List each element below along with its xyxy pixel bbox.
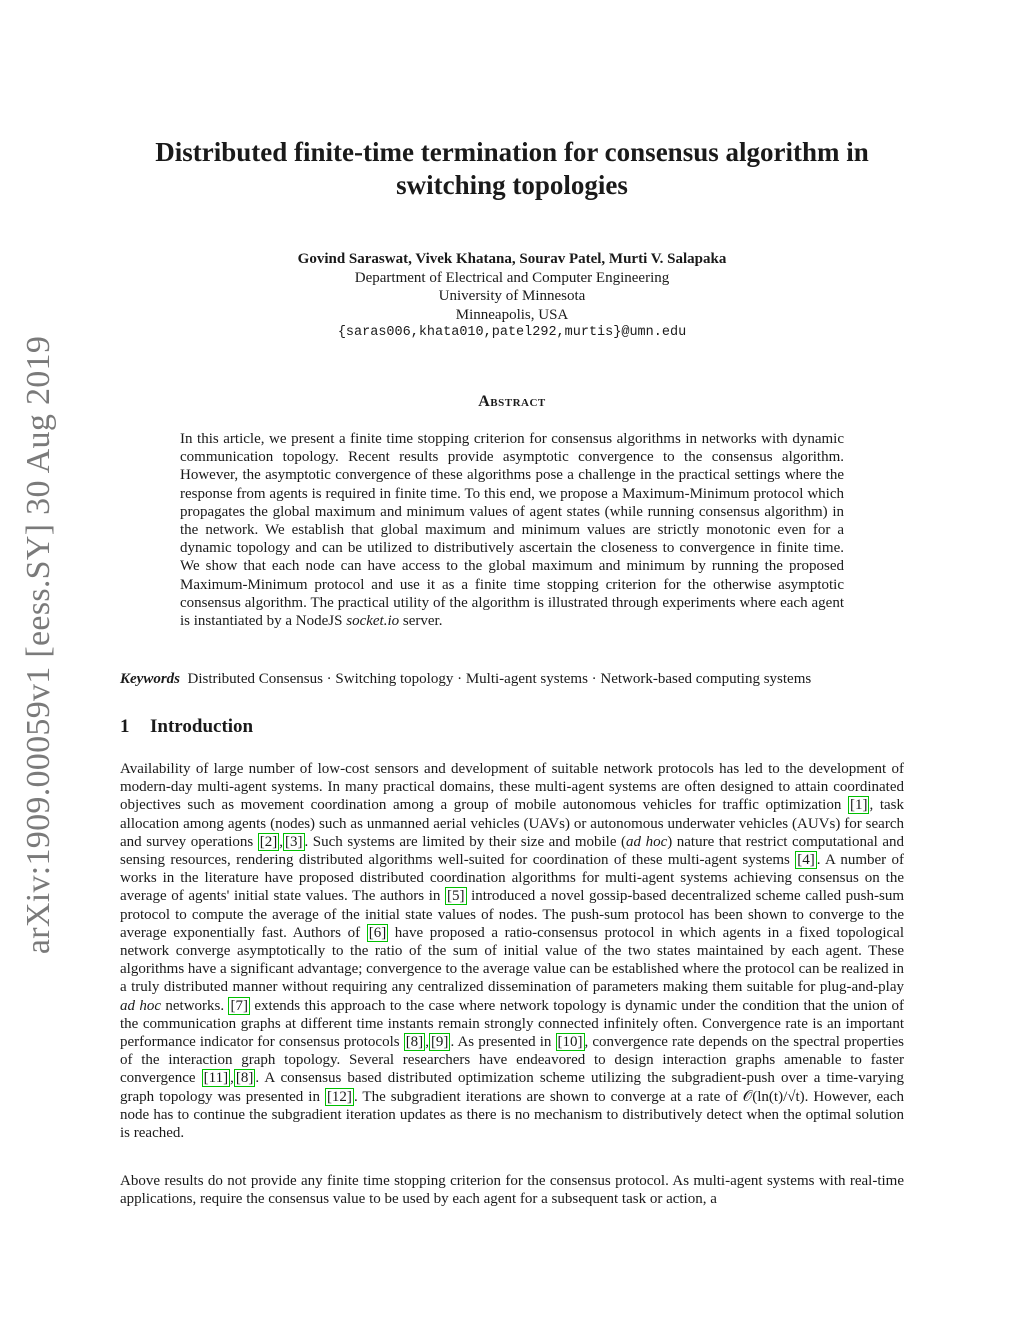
text-run: networks. — [161, 997, 229, 1014]
intro-paragraph-2: Above results do not provide any finite time stopping criterion for the consensus protocol. As multi-agent systems with real-time applications, require the consensus value to be used by each agent for a subsequent task or action, a — [120, 1173, 904, 1208]
citation-link[interactable]: [1] — [849, 797, 868, 814]
author-block — [120, 250, 904, 343]
citation-link[interactable]: [11] — [203, 1070, 229, 1087]
keywords-label: Keywords — [120, 671, 180, 687]
text-run: , — [230, 1070, 234, 1087]
citation-link[interactable]: [5] — [447, 888, 465, 905]
section-number: 1 — [120, 716, 130, 737]
arxiv-identifier: arXiv:1909.00059v1 [eess.SY] 30 Aug 2019 — [20, 335, 58, 955]
citation-link[interactable]: [7] — [230, 997, 248, 1014]
citation-link[interactable]: [9] — [430, 1034, 449, 1051]
citation-link[interactable]: [8] — [235, 1070, 254, 1087]
arxiv-sidebar-stamp — [8, 330, 70, 960]
keywords-text: Distributed Consensus · Switching topology · Multi-agent systems · Network-based computing systems — [187, 671, 812, 687]
citation-link[interactable]: [6] — [368, 924, 387, 941]
citation-link[interactable]: [2] — [259, 833, 278, 850]
math-expression: 𝒪(ln(t)/√t) — [742, 1088, 805, 1105]
author-location: Minneapolis, USA — [455, 306, 569, 323]
citation-link[interactable]: [12] — [326, 1088, 352, 1105]
text-run: , — [425, 1034, 429, 1051]
section-heading — [120, 716, 904, 738]
text-run: . However, each node has to continue the subgradient iteration updates as there is no mechanism to distributively detect when the optimal solution is reached. — [120, 1088, 904, 1142]
citation-link[interactable]: [8] — [405, 1034, 424, 1051]
text-run: . As presented in — [450, 1034, 556, 1051]
citation-link[interactable]: [10] — [557, 1034, 583, 1051]
author-email[interactable]: {saras006,khata010,patel292,murtis}@umn.edu — [337, 325, 687, 340]
keywords-line — [120, 670, 910, 688]
text-run: , — [279, 833, 283, 850]
abstract-socket-io: socket.io — [346, 613, 400, 630]
paper-title: Distributed finite-time termination for consensus algorithm in switching topologies — [155, 137, 869, 200]
text-run: Availability of large number of low-cost sensors and development of suitable network protocols has led to the development of modern-day multi-agent systems. In many practical domains, these multi-agent systems are often designed to attain coordinated objectives such as movement coordination among a group of mobile autonomous vehicles for traffic optimization — [120, 761, 904, 814]
text-run: introduced a novel gossip-based decentralized scheme called push-sum protocol to compute the average of the initial state values of nodes. The push-sum protocol has been shown to converge to the average exponentially fast. Authors of — [120, 888, 905, 941]
citation-link[interactable]: [3] — [285, 833, 303, 850]
text-run: . Such systems are limited by their size and mobile ( — [304, 833, 627, 850]
abstract-body: In this article, we present a finite time stopping criterion for consensus algorithms in networks with dynamic communication topology. Recent results provide asymptotic convergence to the consensus algorithm. However, the asymptotic convergence of these algorithms pose a challenge in the practical settings where the response from agents is required in finite time. To this end, we propose a Maximum-Minimum protocol which propagates the global maximum and minimum values of agent states (while running consensus algorithm) in the network. We establish that global maximum and minimum values are strictly monotonic even for a dynamic topology and can be utilized to distributively ascertain the closeness to convergence in finite time. We show that each node can have access to the global maximum and minimum by running the proposed Maximum-Minimum protocol and use it as a finite time stopping criterion for the otherwise asymptotic consensus algorithm. The practical utility of the algorithm is illustrated through experiments where each agent is instantiated by a NodeJS — [180, 431, 844, 630]
text-run: extends this approach to the case where network topology is dynamic under the condition that the union of the communication graphs at different time instants remain strongly connected infinitely often. Convergence rate is an important performance indicator for consensus protocols — [120, 997, 904, 1051]
italic-term: ad hoc — [120, 997, 162, 1014]
abstract-text — [180, 430, 844, 630]
author-department: Department of Electrical and Computer Engineering — [354, 269, 670, 286]
citation-link[interactable]: [4] — [797, 852, 815, 869]
text-run: , task allocation among agents (nodes) such as unmanned aerial vehicles (UAVs) or autonomous underwater vehicles (AUVs) for search and survey operations — [120, 797, 904, 850]
text-run: . A consensus based distributed optimization scheme utilizing the subgradient-push over a time-varying graph topology was presented in — [120, 1070, 905, 1105]
author-university: University of Minnesota — [438, 288, 586, 304]
section-title: Introduction — [150, 716, 254, 737]
text-run: . The subgradient iterations are shown to converge at a rate of — [353, 1088, 743, 1105]
abstract-heading: Abstract — [478, 393, 546, 410]
intro-paragraph-1 — [120, 760, 904, 1142]
text-run: . A number of works in the literature have proposed distributed coordination algorithms for multi-agent systems achieving consensus on the average of agents' initial state values. The authors in — [120, 852, 904, 905]
text-run: ) nature that restrict computational and sensing resources, rendering distributed algorithms well-suited for coordination of these multi-agent systems — [120, 833, 904, 869]
italic-term: ad hoc — [626, 833, 668, 850]
text-run: , convergence rate depends on the spectral properties of the interaction graph topology. Several researchers have endeavored to design interaction graphs amenable to faster convergence — [120, 1034, 904, 1087]
text-run: have proposed a ratio-consensus protocol in which agents in a fixed topological network converge asymptotically to the ratio of the sum of initial value of the two states maintained by each agent. These algorithms have a significant advantage; convergence to the average value can be established where the protocol can be realized in a truly distributed manner without requiring any centralized dissemination of parameters making them suitable for plug-and-play — [120, 924, 904, 996]
author-names: Govind Saraswat, Vivek Khatana, Sourav Patel, Murti V. Salapaka — [297, 251, 727, 267]
abstract-end: server. — [402, 613, 443, 630]
